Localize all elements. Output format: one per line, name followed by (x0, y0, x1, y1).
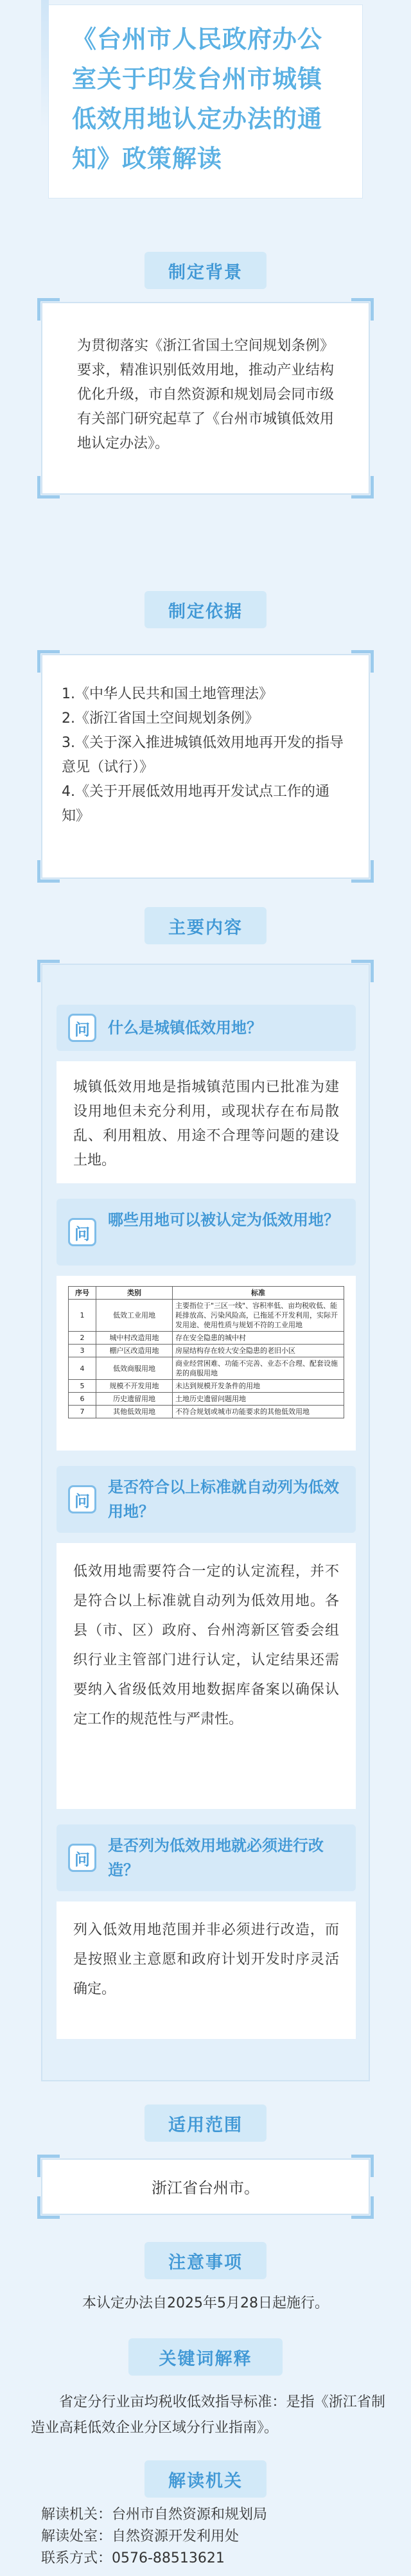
table-cell: 主要指位于"三区一线"、容积率低、亩均税收低、能耗排放高、污染风险高，已拖延不开发利用，实际开发用途、使用性质与规划不符的工业用地 (173, 1300, 344, 1332)
question-3-text: 是否符合以上标准就自动列为低效用地？ (108, 1478, 339, 1521)
question-3 (57, 1466, 356, 1533)
answer-3 (57, 1543, 356, 1809)
table-row (69, 1332, 344, 1345)
table-cell: 商业经营困难、功能不完善、业态不合理、配套设施差的商服用地 (173, 1357, 344, 1380)
basis-item: 3.《关于深入推进城镇低效用地再开发的指导意见（试行）》 (62, 735, 344, 775)
table-cell: 城中村改造用地 (96, 1332, 173, 1345)
answer-1-text: 城镇低效用地是指城镇范围内已批准为建设用地但未充分利用，或现状存在布局散乱、利用粗放、用途不合理等问题的建设土地。 (73, 1079, 339, 1169)
main-content-box (41, 964, 370, 2081)
table-row (69, 1393, 344, 1406)
table-cell: 历史遗留用地 (96, 1393, 173, 1406)
question-icon: 问 (68, 1014, 96, 1042)
section-heading-keywords: 关键词解释 (128, 2338, 283, 2376)
table-cell: 5 (69, 1380, 96, 1393)
table-row (69, 1300, 344, 1332)
question-icon: 问 (68, 1218, 96, 1246)
basis-item: 2.《浙江省国土空间规划条例》 (62, 710, 259, 727)
title-card (49, 5, 362, 198)
question-4 (57, 1824, 356, 1891)
table-header: 标准 (173, 1287, 344, 1300)
question-4-text: 是否列为低效用地就必须进行改造？ (108, 1837, 324, 1879)
section-heading-basis: 制定依据 (144, 591, 267, 628)
criteria-table (68, 1286, 344, 1418)
question-icon: 问 (68, 1485, 96, 1513)
table-cell: 不符合规划或城市功能要求的其他低效用地 (173, 1406, 344, 1418)
answer-3-text: 低效用地需要符合一定的认定流程，并不是符合以上标准就自动列为低效用地。各县（市、区）政府、台州湾新区管委会组织行业主管部门进行认定，认定结果还需要纳入省级低效用地数据库备案以确保认定工作的规范性与严肃性。 (73, 1564, 339, 1727)
basis-list (62, 682, 349, 829)
question-1-text: 什么是城镇低效用地？ (108, 1019, 262, 1037)
basis-item: 1.《中华人民共和国土地管理法》 (62, 686, 273, 702)
table-cell: 未达到规模开发条件的用地 (173, 1380, 344, 1393)
table-row (69, 1357, 344, 1380)
background-text: 为贯彻落实《浙江省国土空间规划条例》要求，精准识别低效用地，推动产业结构优化升级，市自然资源和规划局会同市级有关部门研究起草了《台州市城镇低效用地认定办法》。 (77, 338, 334, 452)
basis-card (41, 654, 370, 879)
table-cell: 6 (69, 1393, 96, 1406)
table-cell: 棚户区改造用地 (96, 1345, 173, 1357)
table-header: 类别 (96, 1287, 173, 1300)
page-title: 《台州市人民政府办公室关于印发台州市城镇低效用地认定办法的通知》政策解读 (72, 25, 323, 173)
table-cell: 低效商服用地 (96, 1357, 173, 1380)
table-cell: 规模不开发用地 (96, 1380, 173, 1393)
table-cell: 2 (69, 1332, 96, 1345)
section-heading-agency: 解读机关 (144, 2460, 267, 2498)
table-header: 序号 (69, 1287, 96, 1300)
section-heading-notes: 注意事项 (144, 2242, 267, 2279)
question-1 (57, 1005, 356, 1051)
table-cell: 4 (69, 1357, 96, 1380)
answer-4 (57, 1901, 356, 2039)
keywords-text: 省定分行业亩均税收低效指导标准：是指《浙江省制造业高耗低效企业分区域分行业指南》。 (31, 2394, 385, 2436)
scope-text: 浙江省台州市。 (152, 2179, 259, 2197)
answer-4-text: 列入低效用地范围并非必须进行改造，而是按照业主意愿和政府计划开发时序灵活确定。 (73, 1922, 339, 1997)
table-row (69, 1345, 344, 1357)
table-cell: 1 (69, 1300, 96, 1332)
notes-text: 本认定办法自2025年5月28日起施行。 (82, 2295, 329, 2311)
table-cell: 其他低效用地 (96, 1406, 173, 1418)
question-2-text: 哪些用地可以被认定为低效用地？ (108, 1211, 339, 1229)
table-cell: 3 (69, 1345, 96, 1357)
criteria-table-box (57, 1276, 356, 1451)
answer-1 (57, 1061, 356, 1183)
table-cell: 存在安全隐患的城中村 (173, 1332, 344, 1345)
section-heading-main: 主要内容 (144, 907, 267, 944)
table-cell: 房屋结构存在较大安全隐患的老旧小区 (173, 1345, 344, 1357)
table-row (69, 1406, 344, 1418)
section-heading-scope: 适用范围 (144, 2104, 267, 2142)
section-heading-background: 制定背景 (144, 252, 267, 289)
table-cell: 低效工业用地 (96, 1300, 173, 1332)
basis-item: 4.《关于开展低效用地再开发试点工作的通知》 (62, 784, 329, 824)
question-icon: 问 (68, 1844, 96, 1872)
agency-line: 联系方式：0576-88513621 (41, 2550, 225, 2566)
question-2 (57, 1199, 356, 1266)
table-cell: 土地历史遗留问题用地 (173, 1393, 344, 1406)
agency-line: 解读机关：台州市自然资源和规划局 (41, 2507, 268, 2523)
table-cell: 7 (69, 1406, 96, 1418)
scope-card (41, 2158, 370, 2215)
background-card (41, 302, 370, 495)
agency-line: 解读处室：自然资源开发利用处 (41, 2528, 240, 2545)
table-row (69, 1380, 344, 1393)
